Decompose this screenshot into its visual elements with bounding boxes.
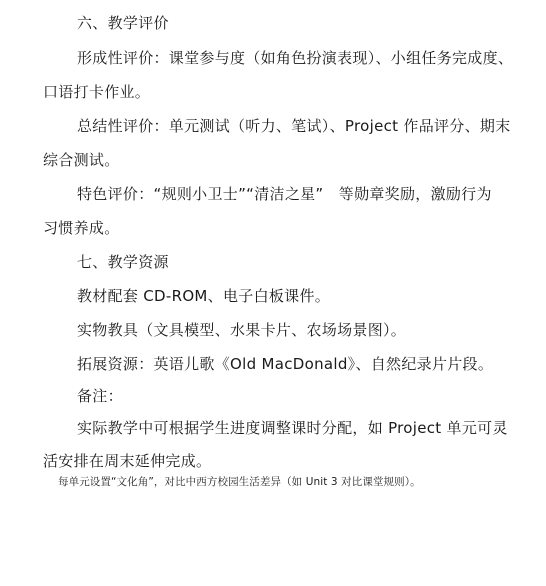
section-6-heading: 六、教学评价 [77, 14, 169, 32]
remarks-line-2: 活安排在周末延伸完成。 [43, 452, 212, 470]
extended-resources-line: 拓展资源：英语儿歌《Old MacDonald》、自然纪录片片段。 [77, 355, 494, 373]
section-7-heading: 七、教学资源 [77, 253, 169, 271]
formative-evaluation-line-2: 口语打卡作业。 [43, 83, 151, 101]
teaching-materials-line: 教材配套 CD-ROM、电子白板课件。 [77, 287, 331, 305]
footnote: 每单元设置“文化角”，对比中西方校园生活差异（如 Unit 3 对比课堂规则）。 [58, 476, 421, 488]
special-evaluation-line-2: 习惯养成。 [43, 219, 120, 237]
teaching-aids-line: 实物教具（文具模型、水果卡片、农场场景图）。 [77, 321, 407, 339]
summative-evaluation-line-2: 综合测试。 [43, 151, 120, 169]
special-evaluation-line-1: 特色评价：“规则小卫士”“清洁之星” 等勋章奖励，激励行为 [77, 185, 492, 203]
remarks-label: 备注： [77, 387, 123, 405]
remarks-line-1: 实际教学中可根据学生进度调整课时分配，如 Project 单元可灵 [77, 419, 508, 437]
formative-evaluation-line-1: 形成性评价：课堂参与度（如角色扮演表现）、小组任务完成度、 [77, 49, 514, 67]
summative-evaluation-line-1: 总结性评价：单元测试（听力、笔试）、Project 作品评分、期末 [77, 117, 511, 135]
